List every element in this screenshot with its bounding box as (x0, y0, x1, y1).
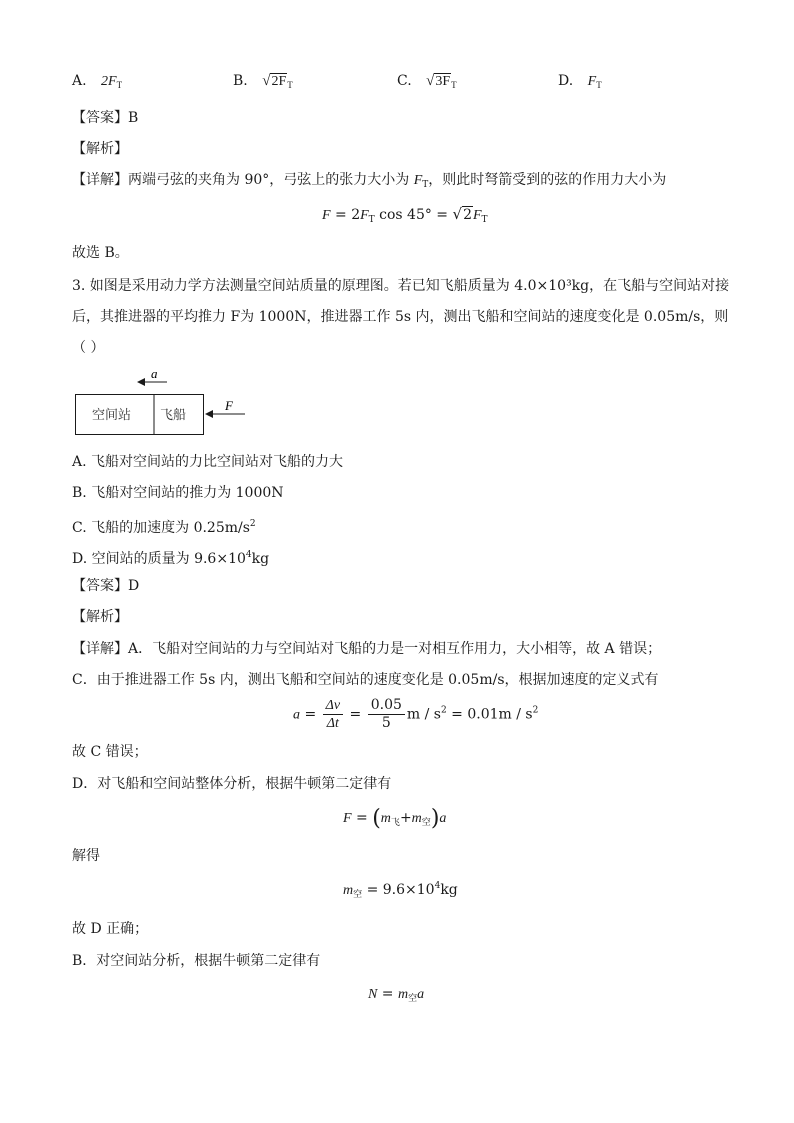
option-b-value: $√2F_T$ (262, 73, 293, 90)
option-c-value: $√3F_T$ (426, 73, 457, 90)
option-c-label: C. (397, 73, 412, 89)
option-b-label: B. (233, 73, 248, 89)
q3-stem-line2: 后，其推进器的平均推力 F为 1000N，推进器工作 5s 内，测出飞船和空间站的速度变化是 0.05m/s，则 (72, 309, 729, 325)
d-correct: 故 D 正确； (72, 921, 149, 937)
option-b-q2 (233, 73, 293, 90)
force-label: F (225, 398, 233, 413)
option-d-q2 (558, 73, 602, 90)
option-d-label: D. (558, 73, 574, 89)
c-wrong: 故 C 错误； (72, 744, 148, 760)
newton-formula: $F = (m_飞+m_空)a$ (343, 806, 447, 831)
q3-detail-c: C．由于推进器工作 5s 内，测出飞船和空间站的速度变化是 0.05m/s，根据加速度的定义式有 (72, 672, 659, 688)
station-ship-diagram (75, 366, 255, 438)
station-label: 空间站 (92, 408, 132, 423)
q3-option-a: A. 飞船对空间站的力比空间站对飞船的力大 (72, 454, 344, 470)
option-a-q2 (72, 73, 122, 90)
q3-stem-line1: 3. 如图是采用动力学方法测量空间站质量的原理图。若已知飞船质量为 4.0×10³kg，在飞船与空间站对接 (72, 278, 730, 294)
solve-label: 解得 (72, 848, 100, 864)
ship-label: 飞船 (160, 408, 187, 423)
q2-answer: 【答案】B (72, 110, 139, 126)
q3-option-b: B. 飞船对空间站的推力为 1000N (72, 485, 284, 501)
q2-formula: $F = 2F_T$ $\cos 45^\circ = √2F_T$ (322, 205, 488, 225)
mass-formula: $m_空 = 9.6\times 10^4kg$ (343, 881, 458, 900)
q3-detail-a: 【详解】A．飞船对空间站的力与空间站对飞船的力是一对相互作用力，大小相等，故 A 错误； (72, 641, 662, 657)
acceleration-formula: a = $\frac{\Delta v}{\Delta t}$ = $\frac{0.05}{5}$ $m / s^2 = 0.01m / s^2$ (293, 697, 539, 731)
q3-analysis-heading: 【解析】 (72, 609, 128, 625)
option-a-label: A. (72, 73, 87, 89)
b-intro: B．对空间站分析，根据牛顿第二定律有 (72, 953, 321, 969)
option-a-value: $2F_T$ (101, 74, 123, 90)
q3-option-c: C. 飞船的加速度为 $0.25m/s^2$ (72, 519, 256, 536)
n-formula: $N = m_空a$ (368, 986, 425, 1004)
acceleration-label: a (151, 366, 158, 381)
q2-analysis-heading: 【解析】 (72, 141, 128, 157)
q3-stem-line3: （ ） (72, 340, 105, 356)
q2-conclusion: 故选 B。 (72, 245, 129, 261)
option-c-q2 (397, 73, 457, 90)
q3-answer: 【答案】D (72, 578, 140, 594)
q2-detail: 【详解】两端弓弦的夹角为 90°，弓弦上的张力大小为 $F_T$，则此时弩箭受到的弦的作用力大小为 (72, 172, 667, 190)
option-d-value: $F_T$ (587, 74, 602, 90)
q3-option-d: D. 空间站的质量为 $9.6\times 10^4kg$ (72, 550, 270, 567)
d-intro: D．对飞船和空间站整体分析，根据牛顿第二定律有 (72, 776, 392, 792)
